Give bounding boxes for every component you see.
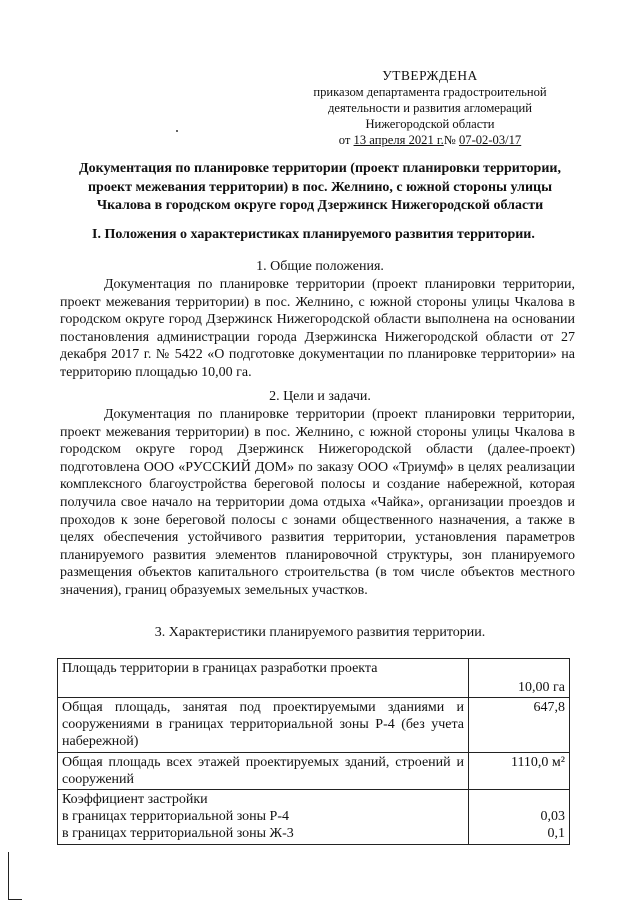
approval-line: деятельности и развития агломераций [328, 101, 532, 115]
goals-heading: 2. Цели и задачи. [269, 389, 371, 404]
characteristics-table [57, 658, 570, 845]
section-title: I. Положения о характеристиках планируемого развития территории. [92, 227, 535, 242]
characteristics-heading: 3. Характеристики планируемого развития территории. [154, 625, 486, 640]
document-title: Документация по планировке территории (проект планировки территории, проект межевания территории) в пос. Желнино, с южной стороны улицы Чкалова в городском округе город Дзержинск Нижегородской области [79, 161, 561, 213]
table-cell-label: Общая площадь, занятая под проектируемыми зданиями и сооружениями в границах территориальной зоны Р-4 (без учета набережной) [58, 698, 469, 753]
table-row [58, 752, 570, 789]
table-cell-value: 10,00 га [469, 659, 570, 698]
table-cell-value: 1110,0 м² [469, 752, 570, 789]
table-cell-label: Коэффициент застройки в границах территориальной зоны Р-4 в границах территориальной зоны Ж-3 [58, 790, 469, 845]
general-heading: 1. Общие положения. [256, 259, 384, 274]
general-paragraph: Документация по планировке территории (проект планировки территории, проект межевания территории) в пос. Желнино, с южной стороны улицы Чкалова в городском округе город Дзержинск Нижегородской области выполнена на основании постановления администрации города Дзержинска Нижегородской области от 27 декабря 2017 г. № 5422 «О подготовке документации по планировке территории» на территорию площадью 10,00 га. [60, 277, 575, 380]
approval-number: 07-02-03/17 [458, 133, 522, 147]
table-cell-label: Общая площадь всех этажей проектируемых зданий, строений и сооружений [58, 752, 469, 789]
table-row [58, 698, 570, 753]
approval-line: Нижегородской области [365, 117, 495, 131]
scan-margin-line [8, 899, 22, 900]
table-cell-label: Площадь территории в границах разработки проекта [58, 659, 469, 698]
approval-date-line: от 13 апреля 2021 г.№ 07-02-03/17 [338, 133, 522, 147]
approval-line: приказом департамента градостроительной [313, 85, 547, 99]
table-cell-value: 0,03 0,1 [469, 790, 570, 845]
approval-stamp [300, 68, 560, 148]
scan-margin-line [8, 852, 9, 900]
table-row [58, 790, 570, 845]
goals-paragraph: Документация по планировке территории (проект планировки территории, проект межевания территории) в пос. Желнино, с южной стороны улицы Чкалова в городском округе город Дзержинск Нижегородской области (далее-проект) подготовлена ООО «РУССКИЙ ДОМ» по заказу ООО «Триумф» в целях реализации комплексного благоустройства береговой полосы и создание набережной, которая получила свое начало на территории дома отдыха «Чайка», организации проездов и проходов к зоне береговой полосы с зонами общественного назначения, а также в целях обеспечения устойчивого развития территории, установления параметров планируемого развития элементов планировочной структуры, зон планируемого размещения объектов капитального строительства (в том числе объектов местного значения), границ образуемых земельных участков. [60, 407, 575, 598]
approval-date: 13 апреля 2021 г. [353, 133, 444, 147]
approval-head: УТВЕРЖДЕНА [382, 68, 478, 83]
scan-speck [176, 130, 178, 132]
table-cell-value: 647,8 [469, 698, 570, 753]
table-row [58, 659, 570, 698]
